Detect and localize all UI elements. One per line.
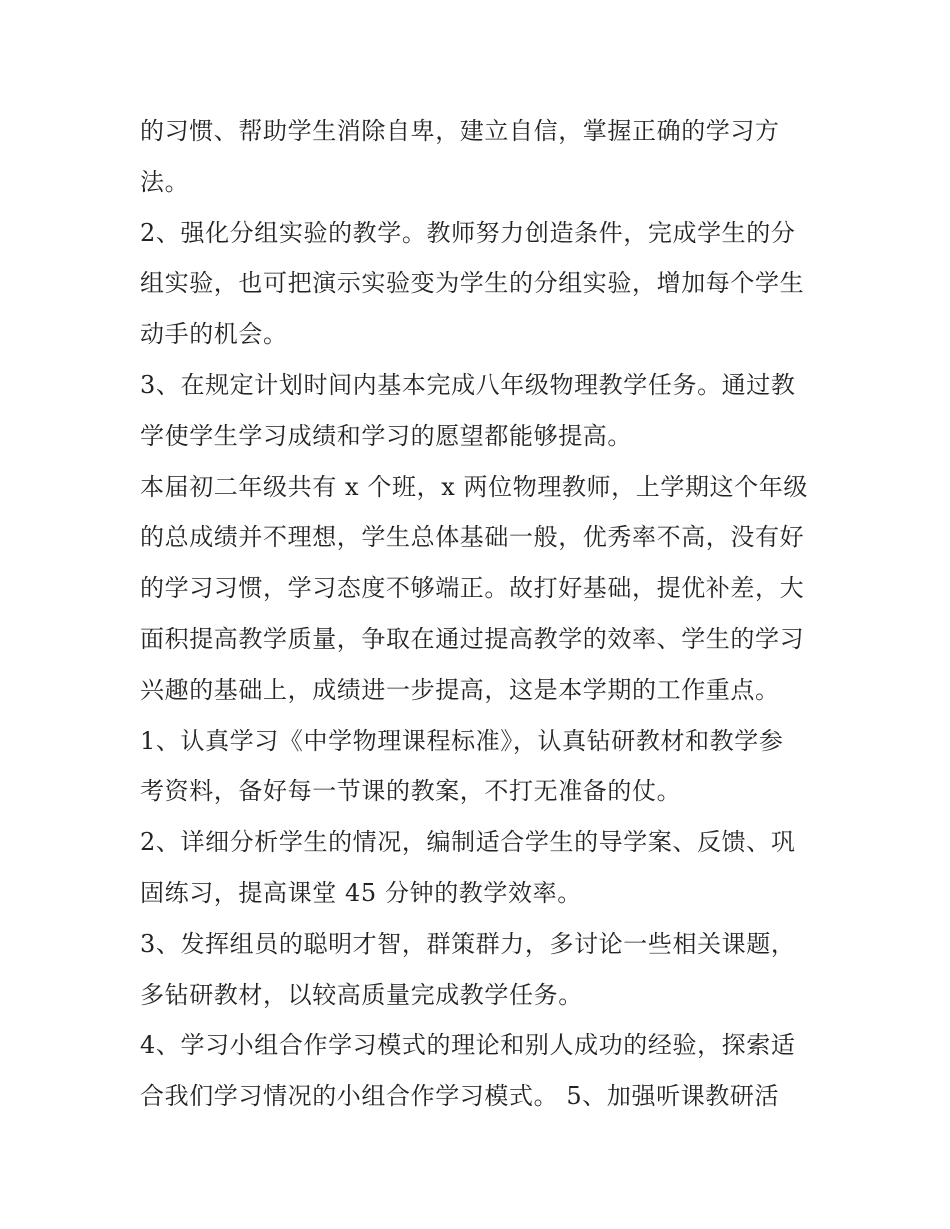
text-line: 固练习，提高课堂 45 分钟的教学效率。: [140, 878, 582, 907]
text-line: 学使学生学习成绩和学习的愿望都能够提高。: [140, 421, 632, 450]
text-line: 动手的机会。: [140, 320, 288, 349]
text-line: 的习惯、帮助学生消除自卑，建立自信，掌握正确的学习方: [140, 117, 780, 145]
text-line: 本届初二年级共有 x 个班，x 两位物理教师，上学期这个年级: [140, 472, 808, 501]
text-line: 3、发挥组员的聪明才智，群策群力，多讨论一些相关课题，: [140, 929, 796, 958]
text-line: 法。: [140, 167, 190, 196]
document-body: [140, 106, 830, 1122]
text-line: 的总成绩并不理想，学生总体基础一般，优秀率不高，没有好: [140, 523, 805, 552]
text-line: 2、强化分组实验的教学。教师努力创造条件，完成学生的分: [140, 218, 796, 247]
text-line: 3、在规定计划时间内基本完成八年级物理教学任务。通过教: [140, 370, 796, 399]
text-line: 1、认真学习《中学物理课程标准》，认真钻研教材和教学参: [140, 726, 784, 755]
text-line: 4、学习小组合作学习模式的理论和别人成功的经验，探索适: [140, 1031, 796, 1060]
text-line: 多钻研教材，以较高质量完成教学任务。: [140, 980, 583, 1009]
text-line: 组实验，也可把演示实验变为学生的分组实验，增加每个学生: [140, 269, 805, 298]
text-line: 的学习习惯，学习态度不够端正。故打好基础，提优补差，大: [140, 574, 805, 603]
text-line: 2、详细分析学生的情况，编制适合学生的导学案、反馈、巩: [140, 828, 796, 857]
text-line: 合我们学习情况的小组合作学习模式。 5、加强听课教研活: [140, 1082, 780, 1111]
text-line: 面积提高教学质量，争取在通过提高教学的效率、学生的学习: [140, 624, 805, 653]
text-line: 兴趣的基础上，成绩进一步提高，这是本学期的工作重点。: [140, 675, 780, 704]
text-line: 考资料，备好每一节课的教案，不打无准备的仗。: [140, 777, 682, 806]
